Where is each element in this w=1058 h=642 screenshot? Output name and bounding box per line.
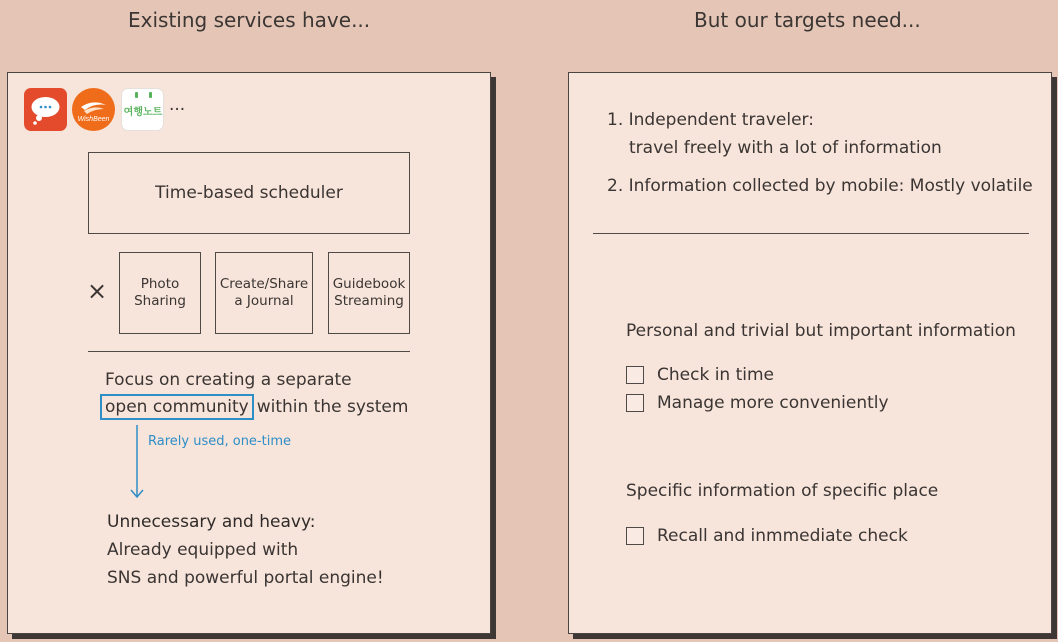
photo-sharing-label: Photo Sharing <box>134 276 186 309</box>
right-divider <box>593 233 1029 234</box>
checkbox-manage-conveniently[interactable] <box>626 394 644 412</box>
conclusion-title: Unnecessary and heavy: <box>107 512 316 532</box>
manage-conveniently-label: Manage more conveniently <box>657 393 889 413</box>
section-1-title: Personal and trivial but important information <box>626 321 1016 341</box>
time-based-scheduler-box <box>88 152 410 234</box>
travel-note-app-icon <box>121 88 164 131</box>
target-needs-panel <box>568 72 1052 634</box>
conclusion-line-2: SNS and powerful portal engine! <box>107 568 384 588</box>
recall-check-label: Recall and inmmediate check <box>657 526 908 546</box>
left-heading: Existing services have... <box>128 8 371 32</box>
existing-services-panel <box>7 72 491 634</box>
checkbox-check-in-time[interactable] <box>626 366 644 384</box>
travel-note-app-label: 여행노트 <box>123 107 163 118</box>
right-heading: But our targets need... <box>694 8 921 32</box>
open-community-highlight: open community <box>100 394 254 420</box>
wishbeen-app-icon <box>72 88 115 131</box>
wishbeen-app-label: WishBeen <box>77 116 110 123</box>
annotation-label: Rarely used, one-time <box>148 434 291 449</box>
create-share-journal-label: Create/Share a Journal <box>219 276 309 309</box>
time-based-scheduler-label: Time-based scheduler <box>155 183 343 203</box>
more-apps-ellipsis: ... <box>169 95 186 115</box>
speech-bubble-app-icon <box>24 88 67 131</box>
check-in-time-label: Check in time <box>657 365 775 385</box>
conclusion-line-1: Already equipped with <box>107 540 299 560</box>
left-divider <box>88 351 410 352</box>
focus-line-2 <box>100 397 408 417</box>
need-2-line-1: 2. Information collected by mobile: Mostly volatile <box>607 176 1033 196</box>
down-arrow-icon <box>129 423 145 503</box>
checkbox-recall-check[interactable] <box>626 527 644 545</box>
focus-line-2-rest: within the system <box>256 397 409 417</box>
focus-line-1: Focus on creating a separate <box>105 370 352 390</box>
photo-sharing-box <box>119 252 201 334</box>
create-share-journal-box <box>215 252 313 334</box>
guidebook-streaming-box <box>328 252 410 334</box>
guidebook-streaming-label: Guidebook Streaming <box>332 276 406 309</box>
section-2-title: Specific information of specific place <box>626 481 939 501</box>
need-1-line-2: travel freely with a lot of information <box>629 138 942 158</box>
need-1-line-1: 1. Independent traveler: <box>607 110 814 130</box>
times-icon: × <box>87 277 108 305</box>
